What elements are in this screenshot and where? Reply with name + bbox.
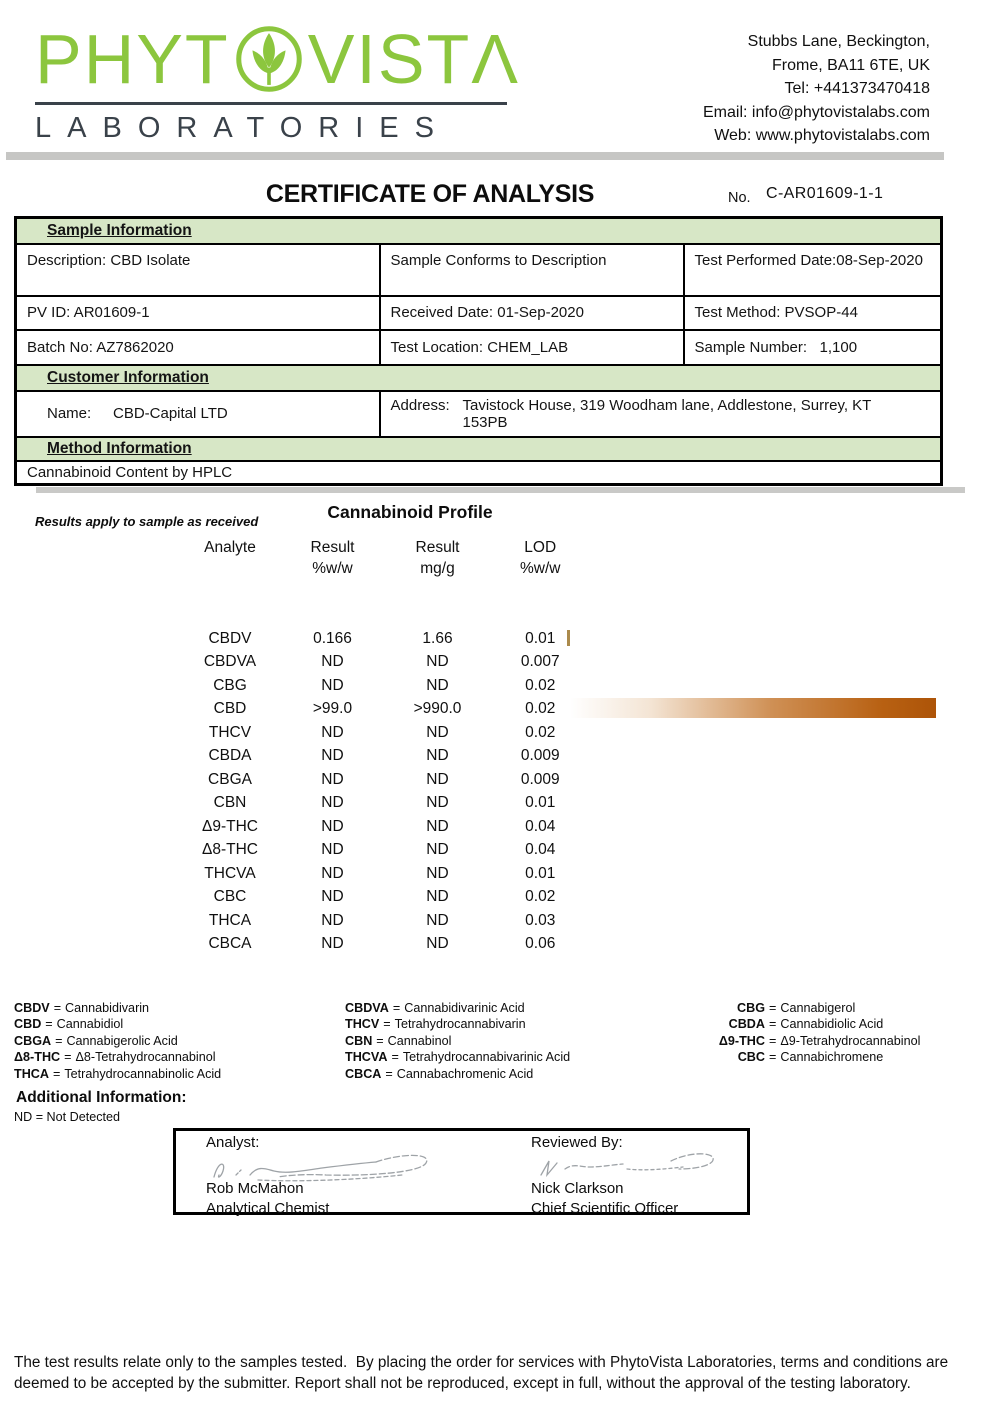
brand-text-left: PHYT — [35, 20, 230, 98]
reviewer-name: Nick Clarkson — [531, 1180, 624, 1197]
analyte-name: THCV — [208, 723, 252, 741]
result-mgg: ND — [426, 841, 449, 859]
legend-column-1 — [14, 1000, 221, 1082]
page-title: CERTIFICATE OF ANALYSIS — [265, 180, 595, 208]
header-divider-bar — [6, 152, 944, 160]
analyst-signature-image — [206, 1149, 476, 1183]
lod-value: 0.009 — [520, 747, 560, 765]
footer-line-1: The test results relate only to the samples tested. By placing the order for services with PhytoVista Laboratories, terms and conditions are — [14, 1354, 949, 1371]
customer-name-label: Name: — [47, 405, 92, 422]
table-row — [150, 674, 560, 698]
result-mgg: ND — [426, 747, 449, 765]
legend-column-2 — [345, 1000, 570, 1082]
result-mgg: ND — [426, 770, 449, 788]
results-note: Results apply to sample as received — [35, 514, 259, 529]
analyte-name: Δ8-THC — [202, 841, 258, 859]
brand-text-right: VIST — [307, 20, 472, 98]
result-mgg: ND — [426, 911, 449, 929]
analyst-signature-block — [206, 1131, 506, 1217]
col-result-mgg-unit: mg/g — [420, 559, 455, 577]
analyte-name: THCVA — [204, 864, 256, 882]
result-pct: ND — [321, 770, 344, 788]
result-pct: ND — [321, 935, 344, 953]
result-pct: ND — [321, 723, 344, 741]
sample-description-cell: Description: CBD Isolate — [16, 244, 380, 296]
info-table — [14, 216, 943, 486]
legend-entry: CBDVA = Cannabidivarinic Acid — [345, 1001, 525, 1015]
analyte-name: CBN — [213, 794, 247, 812]
analyst-name: Rob McMahon — [206, 1180, 304, 1197]
analyte-name: Δ9-THC — [202, 817, 258, 835]
legend-entry: CBG = Cannabigerol — [737, 1001, 856, 1015]
table-row — [150, 721, 560, 745]
table-row — [16, 330, 942, 365]
analyte-name: CBC — [213, 888, 247, 906]
legend-entry: THCVA = Tetrahydrocannabivarinic Acid — [345, 1050, 571, 1065]
table-shadow-bar — [36, 487, 965, 493]
brand-wordmark — [35, 16, 521, 102]
col-lod-unit: %w/w — [520, 559, 561, 577]
contact-block — [703, 30, 930, 148]
result-mgg: ND — [426, 888, 449, 906]
lod-value: 0.01 — [525, 794, 556, 812]
analyte-name: CBCA — [208, 935, 252, 953]
result-pct: 0.166 — [313, 629, 352, 647]
result-mgg: ND — [426, 723, 449, 741]
leaf-icon — [233, 23, 305, 95]
certificate-no-label: No. — [728, 190, 751, 206]
brand-text-lambda: Λ — [471, 20, 521, 98]
col-result-pct: Result — [310, 538, 355, 556]
analyte-name: CBG — [213, 676, 247, 694]
table-row — [150, 815, 560, 839]
legend-column-3 — [705, 1000, 920, 1066]
table-row — [150, 839, 560, 863]
result-mgg: ND — [426, 653, 449, 671]
contact-address-line1: Stubbs Lane, Beckington, — [747, 33, 930, 50]
contact-phone: Tel: +441373470418 — [784, 80, 930, 97]
lod-value: 0.02 — [525, 700, 556, 718]
test-location-cell: Test Location: CHEM_LAB — [380, 330, 684, 365]
sample-conforms-cell: Sample Conforms to Description — [380, 244, 684, 296]
method-info-header-row — [16, 437, 942, 461]
lod-value: 0.009 — [520, 770, 560, 788]
profile-title: Cannabinoid Profile — [327, 502, 493, 522]
method-info-header: Method Information — [16, 437, 942, 461]
legend-entry: CBGA = Cannabigerolic Acid — [14, 1033, 178, 1048]
sample-info-header: Sample Information — [16, 218, 942, 244]
customer-address-value: Tavistock House, 319 Woodham lane, Addlestone, Surrey, KT 153PB — [462, 396, 872, 431]
lod-value: 0.02 — [525, 888, 556, 906]
lod-value: 0.02 — [525, 676, 556, 694]
cbd-highlight-gradient-bar — [570, 698, 936, 718]
reviewer-signature-image — [531, 1149, 741, 1183]
table-row — [150, 651, 560, 675]
lod-value: 0.007 — [520, 653, 560, 671]
col-result-pct-unit: %w/w — [312, 559, 353, 577]
table-row — [150, 792, 560, 816]
customer-address-label: Address: — [390, 396, 450, 414]
analyte-name: CBGA — [208, 770, 252, 788]
analyte-name: CBD — [213, 700, 247, 718]
result-pct: ND — [321, 911, 344, 929]
text-cursor-artifact — [567, 630, 570, 646]
legend-entry: CBCA = Cannabachromenic Acid — [345, 1066, 534, 1081]
result-pct: ND — [321, 747, 344, 765]
customer-info-header: Customer Information — [16, 365, 942, 391]
reviewer-title: Chief Scientific Officer — [531, 1200, 679, 1217]
table-row — [150, 862, 560, 886]
result-pct: ND — [321, 888, 344, 906]
result-pct: ND — [321, 653, 344, 671]
customer-address-cell — [380, 391, 942, 437]
logo — [35, 16, 521, 145]
table-row — [150, 627, 560, 651]
nd-note: ND = Not Detected — [14, 1110, 121, 1124]
result-mgg: 1.66 — [422, 629, 453, 647]
legend-entry: CBDA = Cannabidiolic Acid — [728, 1017, 884, 1032]
lod-value: 0.03 — [525, 911, 556, 929]
analyte-name: THCA — [208, 911, 252, 929]
brand-subtitle: LABORATORIES — [35, 112, 450, 144]
sample-number-cell: Sample Number: 1,100 — [684, 330, 942, 365]
legend-entry: THCA = Tetrahydrocannabinolic Acid — [14, 1066, 222, 1081]
certificate-no-value: C-AR01609-1-1 — [766, 185, 884, 202]
col-analyte: Analyte — [204, 538, 256, 556]
analyst-title: Analytical Chemist — [206, 1200, 330, 1217]
signature-box — [173, 1128, 750, 1215]
contact-email: Email: info@phytovistalabs.com — [703, 103, 930, 121]
test-performed-cell: Test Performed Date:08-Sep-2020 — [684, 244, 942, 296]
result-pct: ND — [321, 841, 344, 859]
table-row — [150, 933, 560, 957]
analyst-label: Analyst: — [206, 1134, 260, 1151]
result-pct: ND — [321, 676, 344, 694]
analyte-name: CBDVA — [203, 653, 257, 671]
lod-value: 0.04 — [525, 841, 556, 859]
table-row — [150, 886, 560, 910]
result-mgg: ND — [426, 676, 449, 694]
lod-value: 0.01 — [525, 629, 556, 647]
col-lod: LOD — [524, 538, 557, 556]
table-row — [150, 745, 560, 769]
contact-address-line2: Frome, BA11 6TE, UK — [772, 56, 930, 74]
table-row — [150, 698, 560, 722]
contact-web: Web: www.phytovistalabs.com — [714, 127, 930, 144]
customer-name-cell — [16, 391, 380, 437]
result-mgg: ND — [426, 935, 449, 953]
customer-info-header-row — [16, 365, 942, 391]
column-header-row — [150, 537, 560, 558]
reviewer-label: Reviewed By: — [531, 1134, 623, 1151]
result-mgg: ND — [426, 794, 449, 812]
customer-name-value: CBD-Capital LTD — [113, 405, 228, 422]
legend-entry: CBD = Cannabidiol — [14, 1017, 124, 1032]
result-mgg: >990.0 — [413, 700, 462, 718]
table-row — [16, 461, 942, 485]
legend-entry: Δ9-THC = Δ9-Tetrahydrocannabinol — [718, 1033, 921, 1048]
col-result-mgg: Result — [415, 538, 460, 556]
lod-value: 0.01 — [525, 864, 556, 882]
result-pct: ND — [321, 864, 344, 882]
test-method-cell: Test Method: PVSOP-44 — [684, 296, 942, 330]
cannabinoid-table — [150, 537, 560, 956]
result-pct: ND — [321, 817, 344, 835]
footer-disclaimer — [14, 1352, 986, 1394]
table-row — [16, 244, 942, 296]
additional-info-heading: Additional Information: — [16, 1089, 187, 1106]
legend-entry: Δ8-THC = Δ8-Tetrahydrocannabinol — [14, 1050, 216, 1065]
reviewer-signature-block — [531, 1131, 746, 1217]
legend-entry: CBN = Cannabinol — [345, 1033, 452, 1048]
result-pct: >99.0 — [312, 700, 353, 718]
brand-divider — [35, 102, 507, 105]
pv-id-cell: PV ID: AR01609-1 — [16, 296, 380, 330]
table-row — [16, 296, 942, 330]
received-date-cell: Received Date: 01-Sep-2020 — [380, 296, 684, 330]
table-row — [16, 391, 942, 437]
table-row — [150, 909, 560, 933]
column-header-row2 — [150, 558, 560, 579]
analyte-name: CBDV — [208, 629, 252, 647]
batch-no-cell: Batch No: AZ7862020 — [16, 330, 380, 365]
result-pct: ND — [321, 794, 344, 812]
lod-value: 0.06 — [525, 935, 556, 953]
legend-entry: THCV = Tetrahydrocannabivarin — [345, 1017, 526, 1032]
method-cell: Cannabinoid Content by HPLC — [16, 461, 942, 485]
sample-info-header-row — [16, 218, 942, 244]
result-mgg: ND — [426, 864, 449, 882]
legend-entry: CBC = Cannabichromene — [737, 1050, 884, 1065]
lod-value: 0.04 — [525, 817, 556, 835]
table-row — [150, 768, 560, 792]
lod-value: 0.02 — [525, 723, 556, 741]
legend-entry: CBDV = Cannabidivarin — [14, 1001, 150, 1015]
result-mgg: ND — [426, 817, 449, 835]
analyte-name: CBDA — [208, 747, 252, 765]
footer-line-2: deemed to be accepted by the submitter. Report shall not be reproduced, except in full, without the approval of the testing laboratory. — [14, 1375, 911, 1392]
